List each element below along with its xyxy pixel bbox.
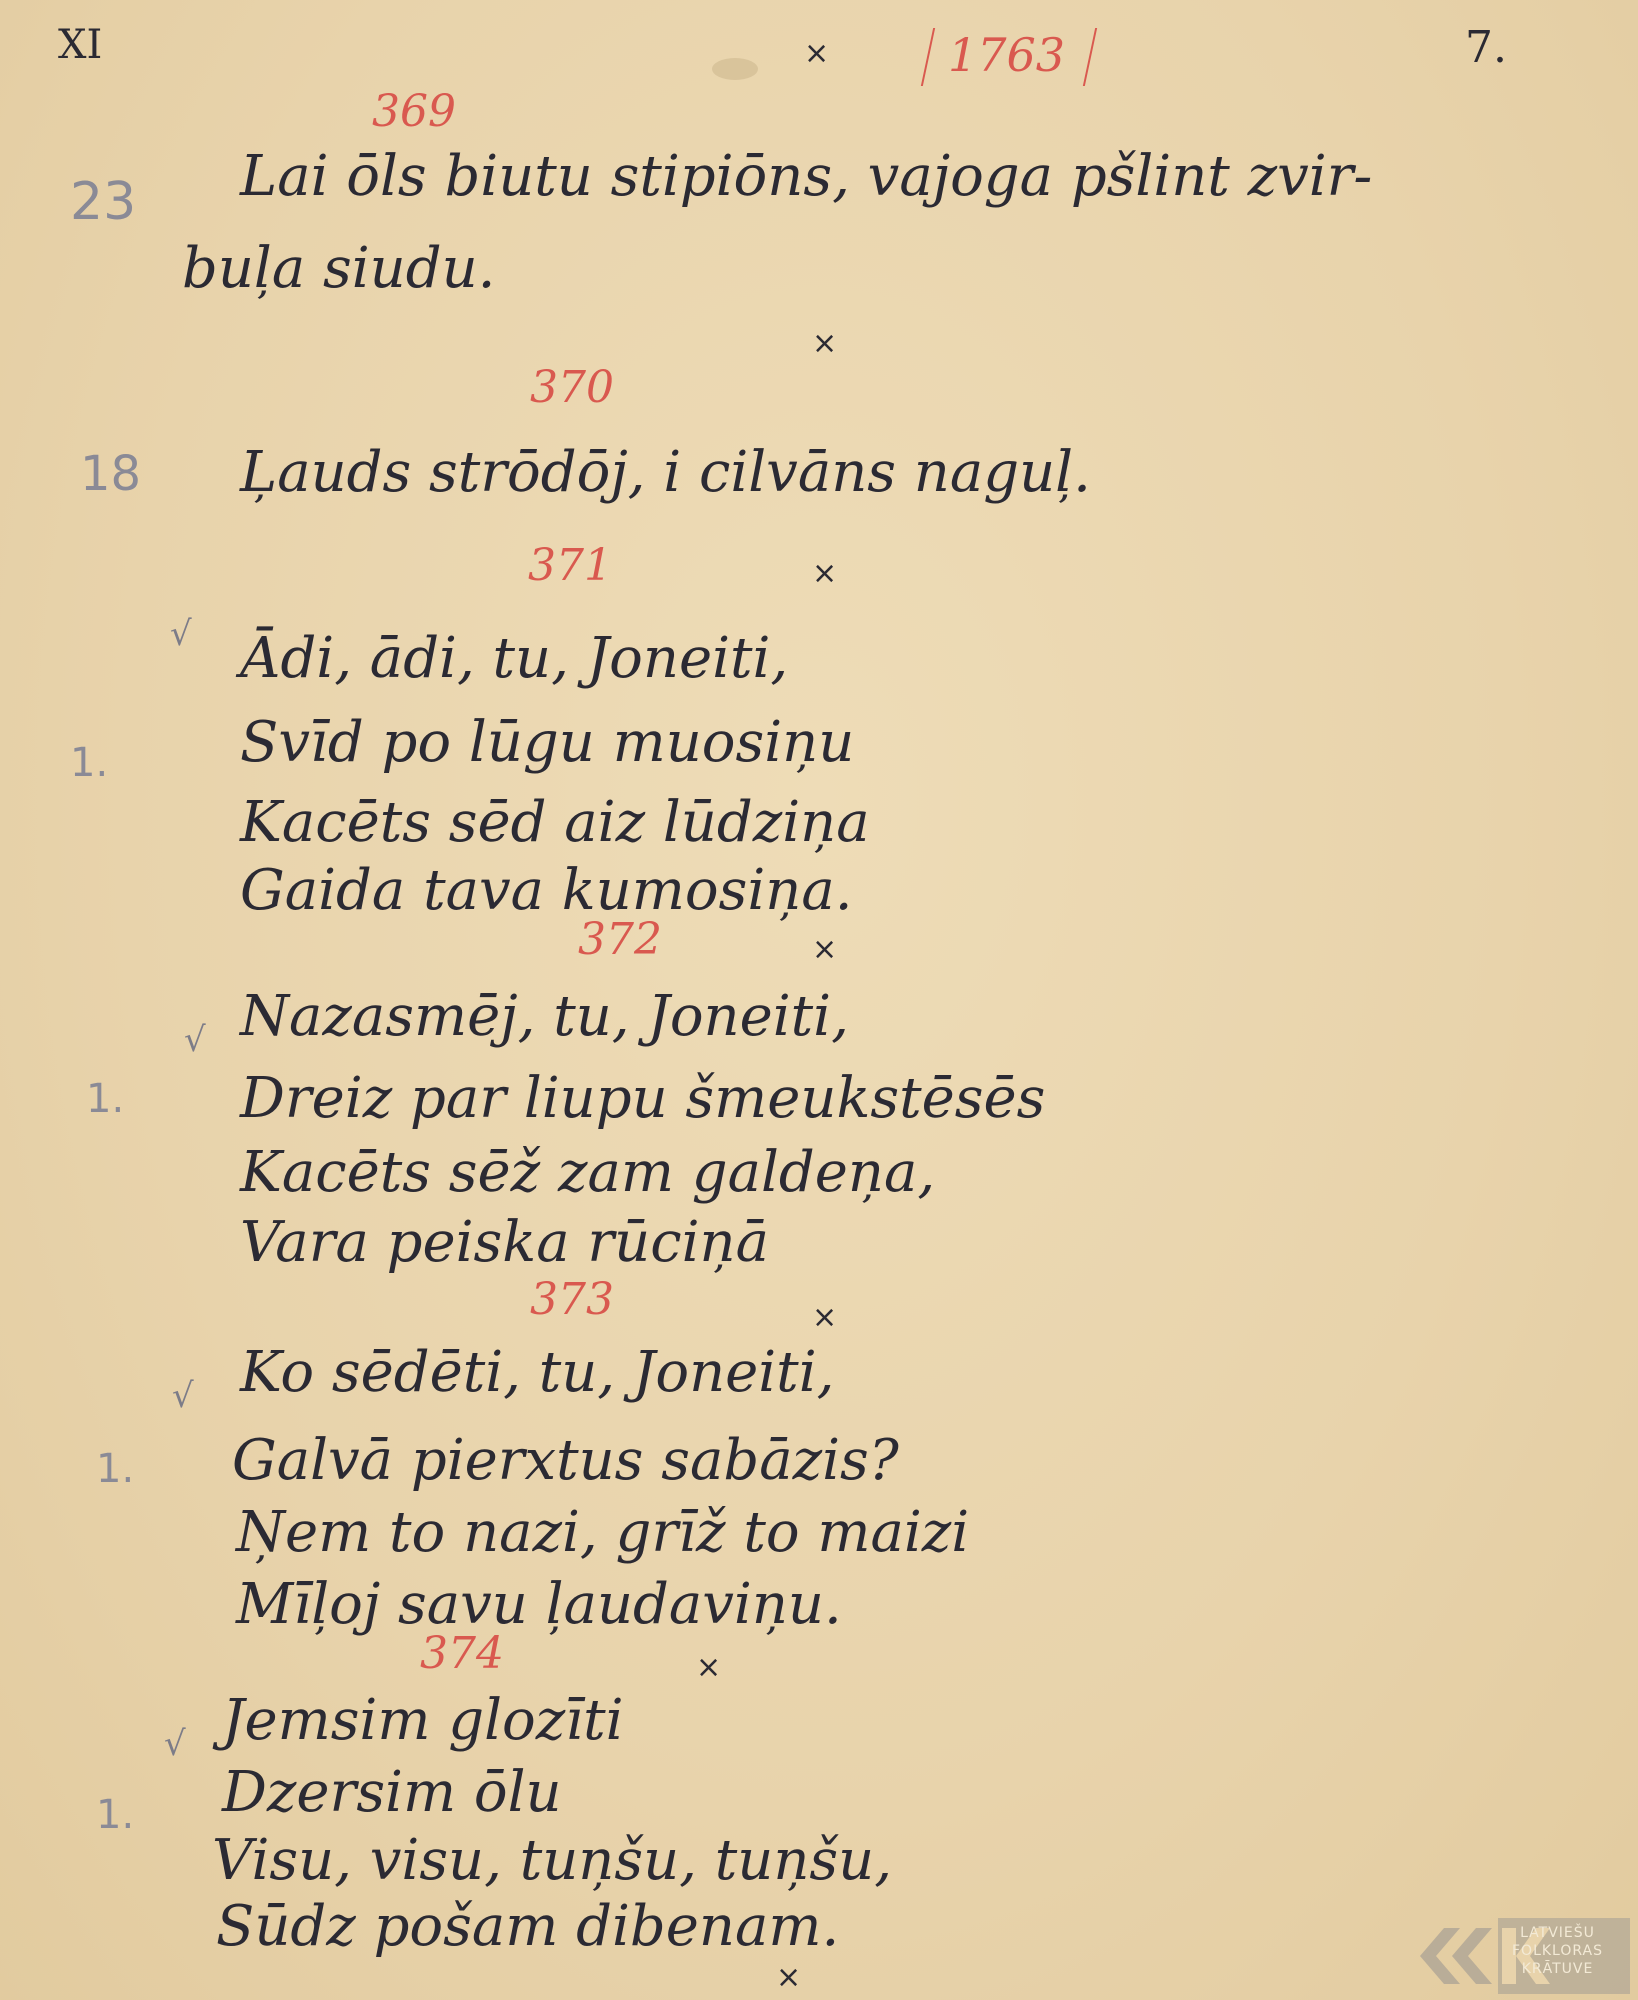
pencil-annotation: 23 [70, 172, 137, 232]
entry-number: 370 [530, 362, 614, 413]
verse-line: Mīļoj savu ļaudaviņu. [236, 1572, 842, 1637]
entry-number: 372 [578, 914, 662, 965]
verse-line: Galvā pierxtus sabāzis? [232, 1428, 899, 1493]
separator-cross: × [812, 556, 838, 591]
separator-cross: × [776, 1960, 802, 1995]
checkmark: √ [184, 1020, 206, 1060]
entry-number: 369 [372, 86, 456, 137]
verse-line: Ļauds strōdōj, i cilvāns naguļ. [240, 440, 1091, 505]
checkmark: √ [170, 614, 192, 654]
checkmark: √ [164, 1724, 186, 1764]
verse-line: Dreiz par liupu šmeukstēsēs [240, 1066, 1046, 1131]
separator-cross: × [812, 932, 838, 967]
separator-cross: × [812, 326, 838, 361]
verse-line: Nazasmēj, tu, Joneiti, [240, 984, 849, 1049]
entry-number: 371 [528, 540, 612, 591]
page-number: 7. [1465, 22, 1507, 73]
verse-line: Ko sēdēti, tu, Joneiti, [240, 1340, 835, 1405]
verse-line: Vara peiska rūciņā [240, 1210, 769, 1275]
verse-line: Sūdz pošam dibenam. [216, 1894, 840, 1959]
verse-line: Kacēts sēž zam galdeņa, [240, 1140, 936, 1205]
verse-line: Visu, visu, tuņšu, tuņšu, [212, 1828, 893, 1893]
logo-text-line: FOLKLORAS [1512, 1943, 1603, 1959]
logo-text [1512, 1924, 1603, 1978]
section-mark: XI [58, 22, 103, 68]
pencil-annotation: 18 [80, 446, 142, 502]
logo-text-line: LATVIEŠU [1520, 1925, 1595, 1941]
entry-number: 373 [530, 1274, 614, 1325]
logo-text-line: KRĀTUVE [1521, 1961, 1594, 1977]
verse-line: Kacēts sēd aiz lūdziņa [240, 790, 870, 855]
archive-number: 1763 [948, 28, 1066, 82]
pencil-annotation: 1. [70, 740, 109, 786]
verse-line: buļa siudu. [182, 236, 496, 301]
verse-line: Ņem to nazi, grīž to maizi [236, 1500, 970, 1565]
pencil-annotation: 1. [96, 1446, 135, 1492]
verse-line: Dzersim ōlu [222, 1760, 562, 1825]
verse-line: Jemsim glozīti [222, 1688, 624, 1753]
verse-line: Svīd po lūgu muosiņu [240, 710, 855, 775]
separator-cross: × [812, 1300, 838, 1335]
separator-cross: × [696, 1650, 722, 1685]
pencil-annotation: 1. [96, 1792, 135, 1838]
pencil-annotation: 1. [86, 1076, 125, 1122]
verse-line: Lai ōls biutu stipiōns, vajoga pšlint zvir- [240, 144, 1373, 209]
separator-cross: × [804, 36, 830, 71]
verse-line: Ādi, ādi, tu, Joneiti, [240, 626, 789, 691]
paper-stain [712, 58, 758, 80]
verse-line: Gaida tava kumosiņa. [240, 858, 853, 923]
entry-number: 374 [420, 1628, 504, 1679]
checkmark: √ [172, 1376, 194, 1416]
